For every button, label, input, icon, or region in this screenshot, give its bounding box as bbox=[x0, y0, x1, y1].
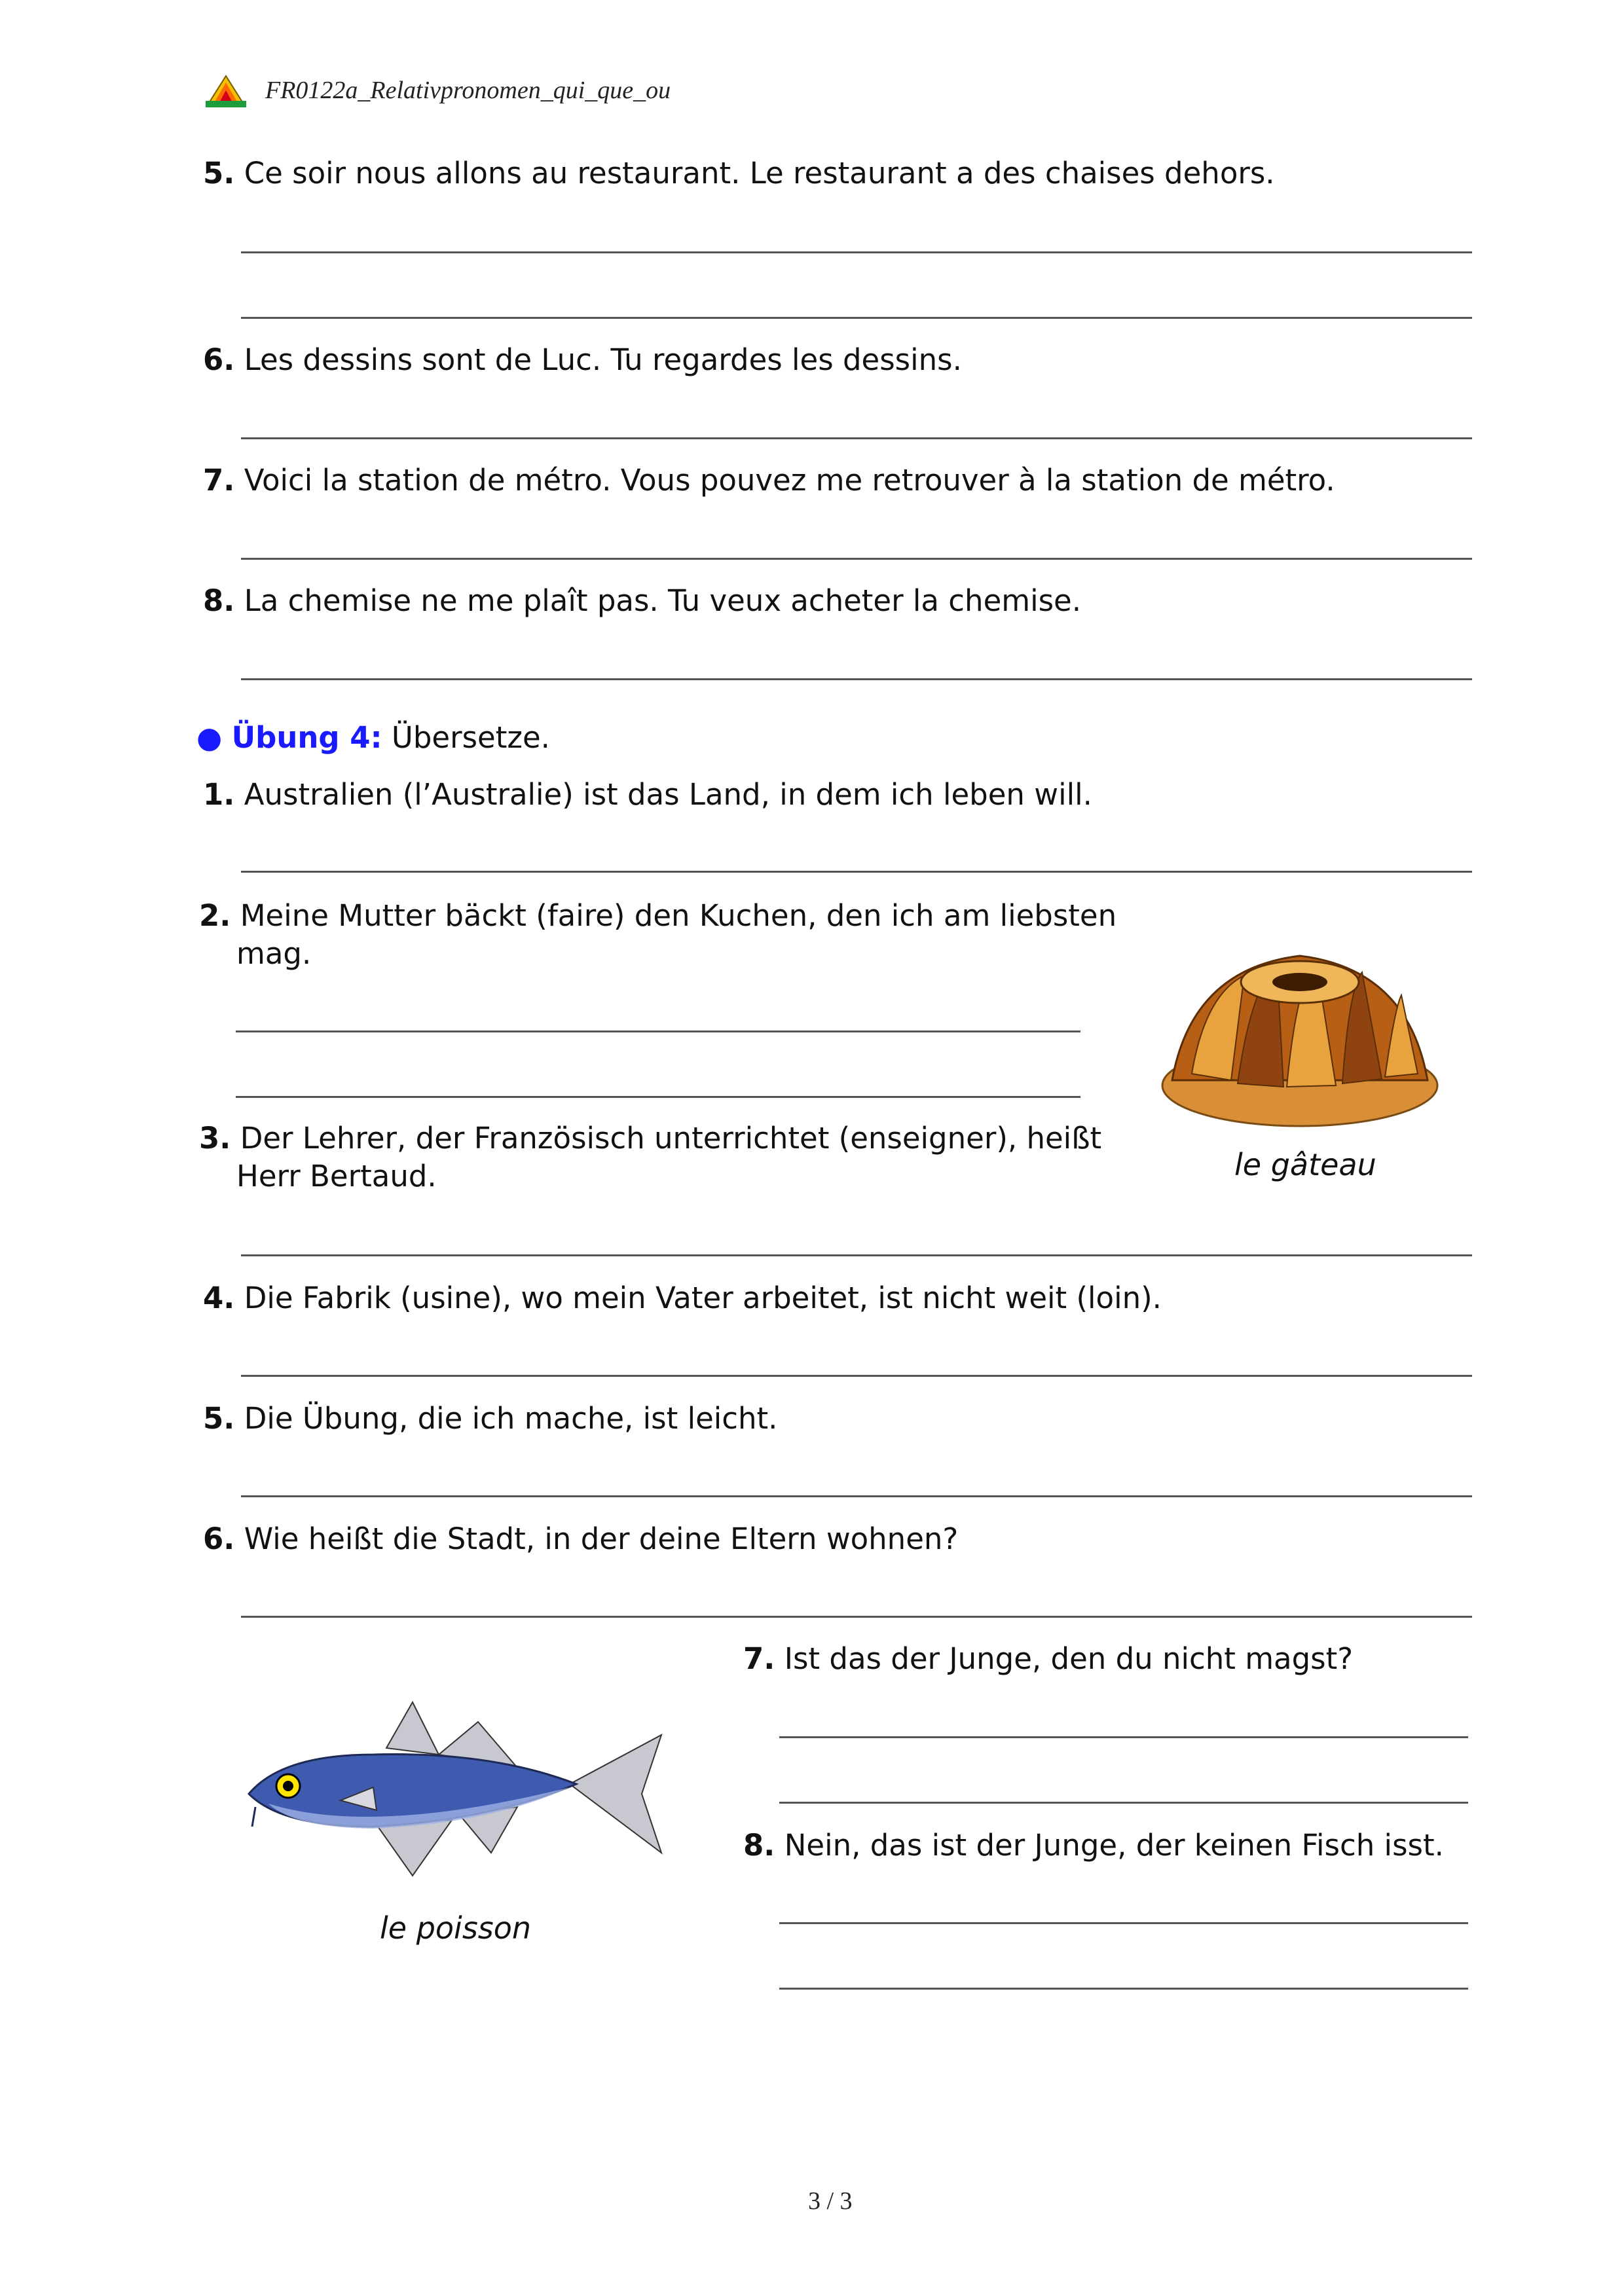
answer-line[interactable] bbox=[236, 1030, 1080, 1032]
answer-line[interactable] bbox=[241, 1616, 1472, 1618]
fish-image bbox=[242, 1696, 668, 1892]
page-number: 3 / 3 bbox=[808, 2187, 853, 2215]
cake-image bbox=[1153, 917, 1447, 1133]
answer-line[interactable] bbox=[241, 317, 1472, 319]
translation-6: 6. Wie heißt die Stadt, in der deine Eltern wohnen? bbox=[203, 1522, 959, 1556]
question-6: 6. Les dessins sont de Luc. Tu regardes les dessins. bbox=[203, 342, 962, 377]
logo-icon bbox=[204, 73, 248, 109]
translation-1: 1. Australien (l’Australie) ist das Land, in dem ich leben will. bbox=[203, 777, 1092, 812]
answer-line[interactable] bbox=[241, 558, 1472, 560]
document-title: FR0122a_Relativpronomen_qui_que_ou bbox=[265, 77, 671, 104]
bullet-icon: ● bbox=[196, 720, 223, 755]
answer-line[interactable] bbox=[241, 678, 1472, 680]
answer-line[interactable] bbox=[779, 1988, 1468, 1990]
translation-7: 7. Ist das der Junge, den du nicht magst? bbox=[743, 1641, 1354, 1676]
answer-line[interactable] bbox=[241, 1375, 1472, 1377]
answer-line[interactable] bbox=[779, 1802, 1468, 1804]
fish-caption: le poisson bbox=[380, 1910, 532, 1946]
answer-line[interactable] bbox=[779, 1736, 1468, 1738]
translation-5: 5. Die Übung, die ich mache, ist leicht. bbox=[203, 1401, 778, 1436]
translation-8: 8. Nein, das ist der Junge, der keinen Fisch isst. bbox=[743, 1828, 1444, 1863]
answer-line[interactable] bbox=[236, 1096, 1080, 1098]
translation-4: 4. Die Fabrik (usine), wo mein Vater arbeitet, ist nicht weit (loin). bbox=[203, 1281, 1162, 1315]
answer-line[interactable] bbox=[241, 1254, 1472, 1256]
answer-line[interactable] bbox=[241, 251, 1472, 253]
cake-caption: le gâteau bbox=[1234, 1147, 1376, 1182]
answer-line[interactable] bbox=[779, 1922, 1468, 1924]
translation-3: 3. Der Lehrer, der Französisch unterrichtet (enseigner), heißt Herr Bertaud. bbox=[199, 1121, 1102, 1194]
question-8: 8. La chemise ne me plaît pas. Tu veux acheter la chemise. bbox=[203, 583, 1082, 618]
translation-2: 2. Meine Mutter bäckt (faire) den Kuchen, den ich am liebsten mag. bbox=[199, 898, 1117, 971]
answer-line[interactable] bbox=[241, 871, 1472, 873]
exercise-4-heading: ● Übung 4: Übersetze. bbox=[196, 720, 550, 755]
answer-line[interactable] bbox=[241, 1495, 1472, 1497]
question-7: 7. Voici la station de métro. Vous pouvez me retrouver à la station de métro. bbox=[203, 463, 1335, 498]
question-5: 5. Ce soir nous allons au restaurant. Le restaurant a des chaises dehors. bbox=[203, 156, 1275, 191]
answer-line[interactable] bbox=[241, 437, 1472, 439]
